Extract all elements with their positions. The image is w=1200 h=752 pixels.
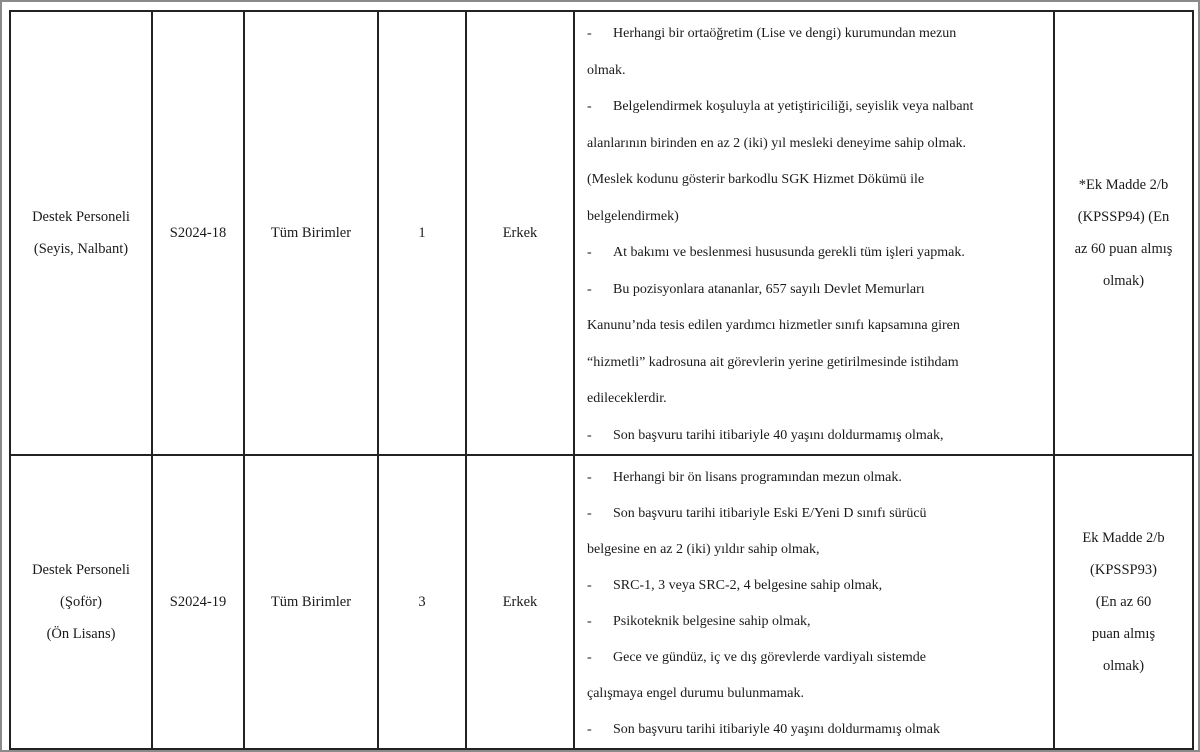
bullet-dash: - bbox=[587, 650, 592, 665]
requirement-line: - Son başvuru tarihi itibariyle 40 yaşını doldurmamış olmak, bbox=[587, 418, 1053, 455]
requirement-line: - At bakımı ve beslenmesi hususunda gerekli tüm işleri yapmak. bbox=[587, 235, 1053, 272]
requirement-line: - Gece ve gündüz, iç ve dış görevlerde vardiyalı sistemde bbox=[587, 640, 1053, 676]
position-line: Destek Personeli bbox=[32, 209, 130, 225]
note-line: olmak) bbox=[1102, 273, 1145, 289]
bullet-dash: - bbox=[587, 281, 592, 297]
requirement-line: - Bu pozisyonlara atananlar, 657 sayılı Devlet Memurları bbox=[587, 272, 1053, 309]
requirement-line: belgesine en az 2 (iki) yıldır sahip olmak, bbox=[587, 542, 820, 557]
table-row bbox=[10, 11, 1193, 455]
requirement-line: - Herhangi bir ön lisans programından mezun olmak. bbox=[587, 460, 1053, 496]
note-line: Ek Madde 2/b bbox=[1082, 530, 1165, 546]
requirement-line: çalışmaya engel durumu bulunmamak. bbox=[587, 686, 804, 701]
unit-cell: Tüm Birimler bbox=[244, 455, 378, 749]
bullet-dash: - bbox=[587, 722, 592, 737]
requirement-line: - SRC-1, 3 veya SRC-2, 4 belgesine sahip olmak, bbox=[587, 568, 1053, 604]
bullet-dash: - bbox=[587, 506, 592, 521]
bullet-dash: - bbox=[587, 427, 592, 443]
requirement-line: - Herhangi bir ortaöğretim (Lise ve dengi) kurumundan mezun bbox=[587, 16, 1053, 53]
code-cell: S2024-18 bbox=[152, 11, 244, 455]
requirement-line: - Belgelendirmek koşuluyla at yetiştiriciliği, seyislik veya nalbant bbox=[587, 89, 1053, 126]
gender-cell: Erkek bbox=[466, 11, 574, 455]
code-cell: S2024-19 bbox=[152, 455, 244, 749]
bullet-dash: - bbox=[587, 578, 592, 593]
requirement-line: olmak. bbox=[587, 62, 626, 78]
table-row bbox=[10, 455, 1193, 749]
bullet-dash: - bbox=[587, 26, 592, 41]
bullet-dash: - bbox=[587, 614, 592, 629]
requirement-line: alanlarının birinden en az 2 (iki) yıl mesleki deneyime sahip olmak. bbox=[587, 135, 967, 151]
unit-cell: Tüm Birimler bbox=[244, 11, 378, 455]
note-line: puan almış bbox=[1091, 626, 1156, 642]
requirement-line: - Son başvuru tarihi itibariyle 40 yaşını doldurmamış olmak bbox=[587, 712, 1053, 748]
position-cell bbox=[10, 455, 152, 749]
requirement-line: “hizmetli” kadrosuna ait görevlerin yerine getirilmesinde istihdam bbox=[587, 354, 959, 370]
requirements-cell bbox=[574, 11, 1054, 455]
bullet-dash: - bbox=[587, 99, 592, 114]
requirement-line: edileceklerdir. bbox=[587, 391, 667, 406]
position-line: (Seyis, Nalbant) bbox=[33, 241, 129, 257]
note-line: (En az 60 bbox=[1095, 594, 1152, 610]
requirement-line: - Son başvuru tarihi itibariyle Eski E/Yeni D sınıfı sürücü bbox=[587, 496, 1053, 532]
note-line: az 60 puan almış bbox=[1074, 241, 1173, 257]
requirements-cell bbox=[574, 455, 1054, 749]
note-line: olmak) bbox=[1102, 658, 1145, 674]
count-cell: 3 bbox=[378, 455, 466, 749]
count-cell: 1 bbox=[378, 11, 466, 455]
note-cell bbox=[1054, 11, 1193, 455]
position-line: (Şoför) bbox=[60, 594, 102, 610]
requirement-line: belgelendirmek) bbox=[587, 208, 679, 224]
note-line: (KPSSP93) bbox=[1090, 562, 1157, 578]
note-cell bbox=[1054, 455, 1193, 749]
requirement-line: Kanunu’nda tesis edilen yardımcı hizmetler sınıfı kapsamına giren bbox=[587, 318, 960, 333]
note-line: *Ek Madde 2/b bbox=[1078, 177, 1169, 193]
positions-table bbox=[9, 10, 1194, 750]
bullet-dash: - bbox=[587, 470, 592, 485]
position-cell bbox=[10, 11, 152, 455]
position-line: (Ön Lisans) bbox=[46, 626, 116, 642]
bullet-dash: - bbox=[587, 245, 592, 260]
requirement-line: (Meslek kodunu gösterir barkodlu SGK Hizmet Dökümü ile bbox=[587, 172, 925, 187]
note-line: (KPSSP94) (En bbox=[1077, 209, 1170, 225]
gender-cell: Erkek bbox=[466, 455, 574, 749]
position-line: Destek Personeli bbox=[32, 562, 130, 578]
requirement-line: - Psikoteknik belgesine sahip olmak, bbox=[587, 604, 1053, 640]
